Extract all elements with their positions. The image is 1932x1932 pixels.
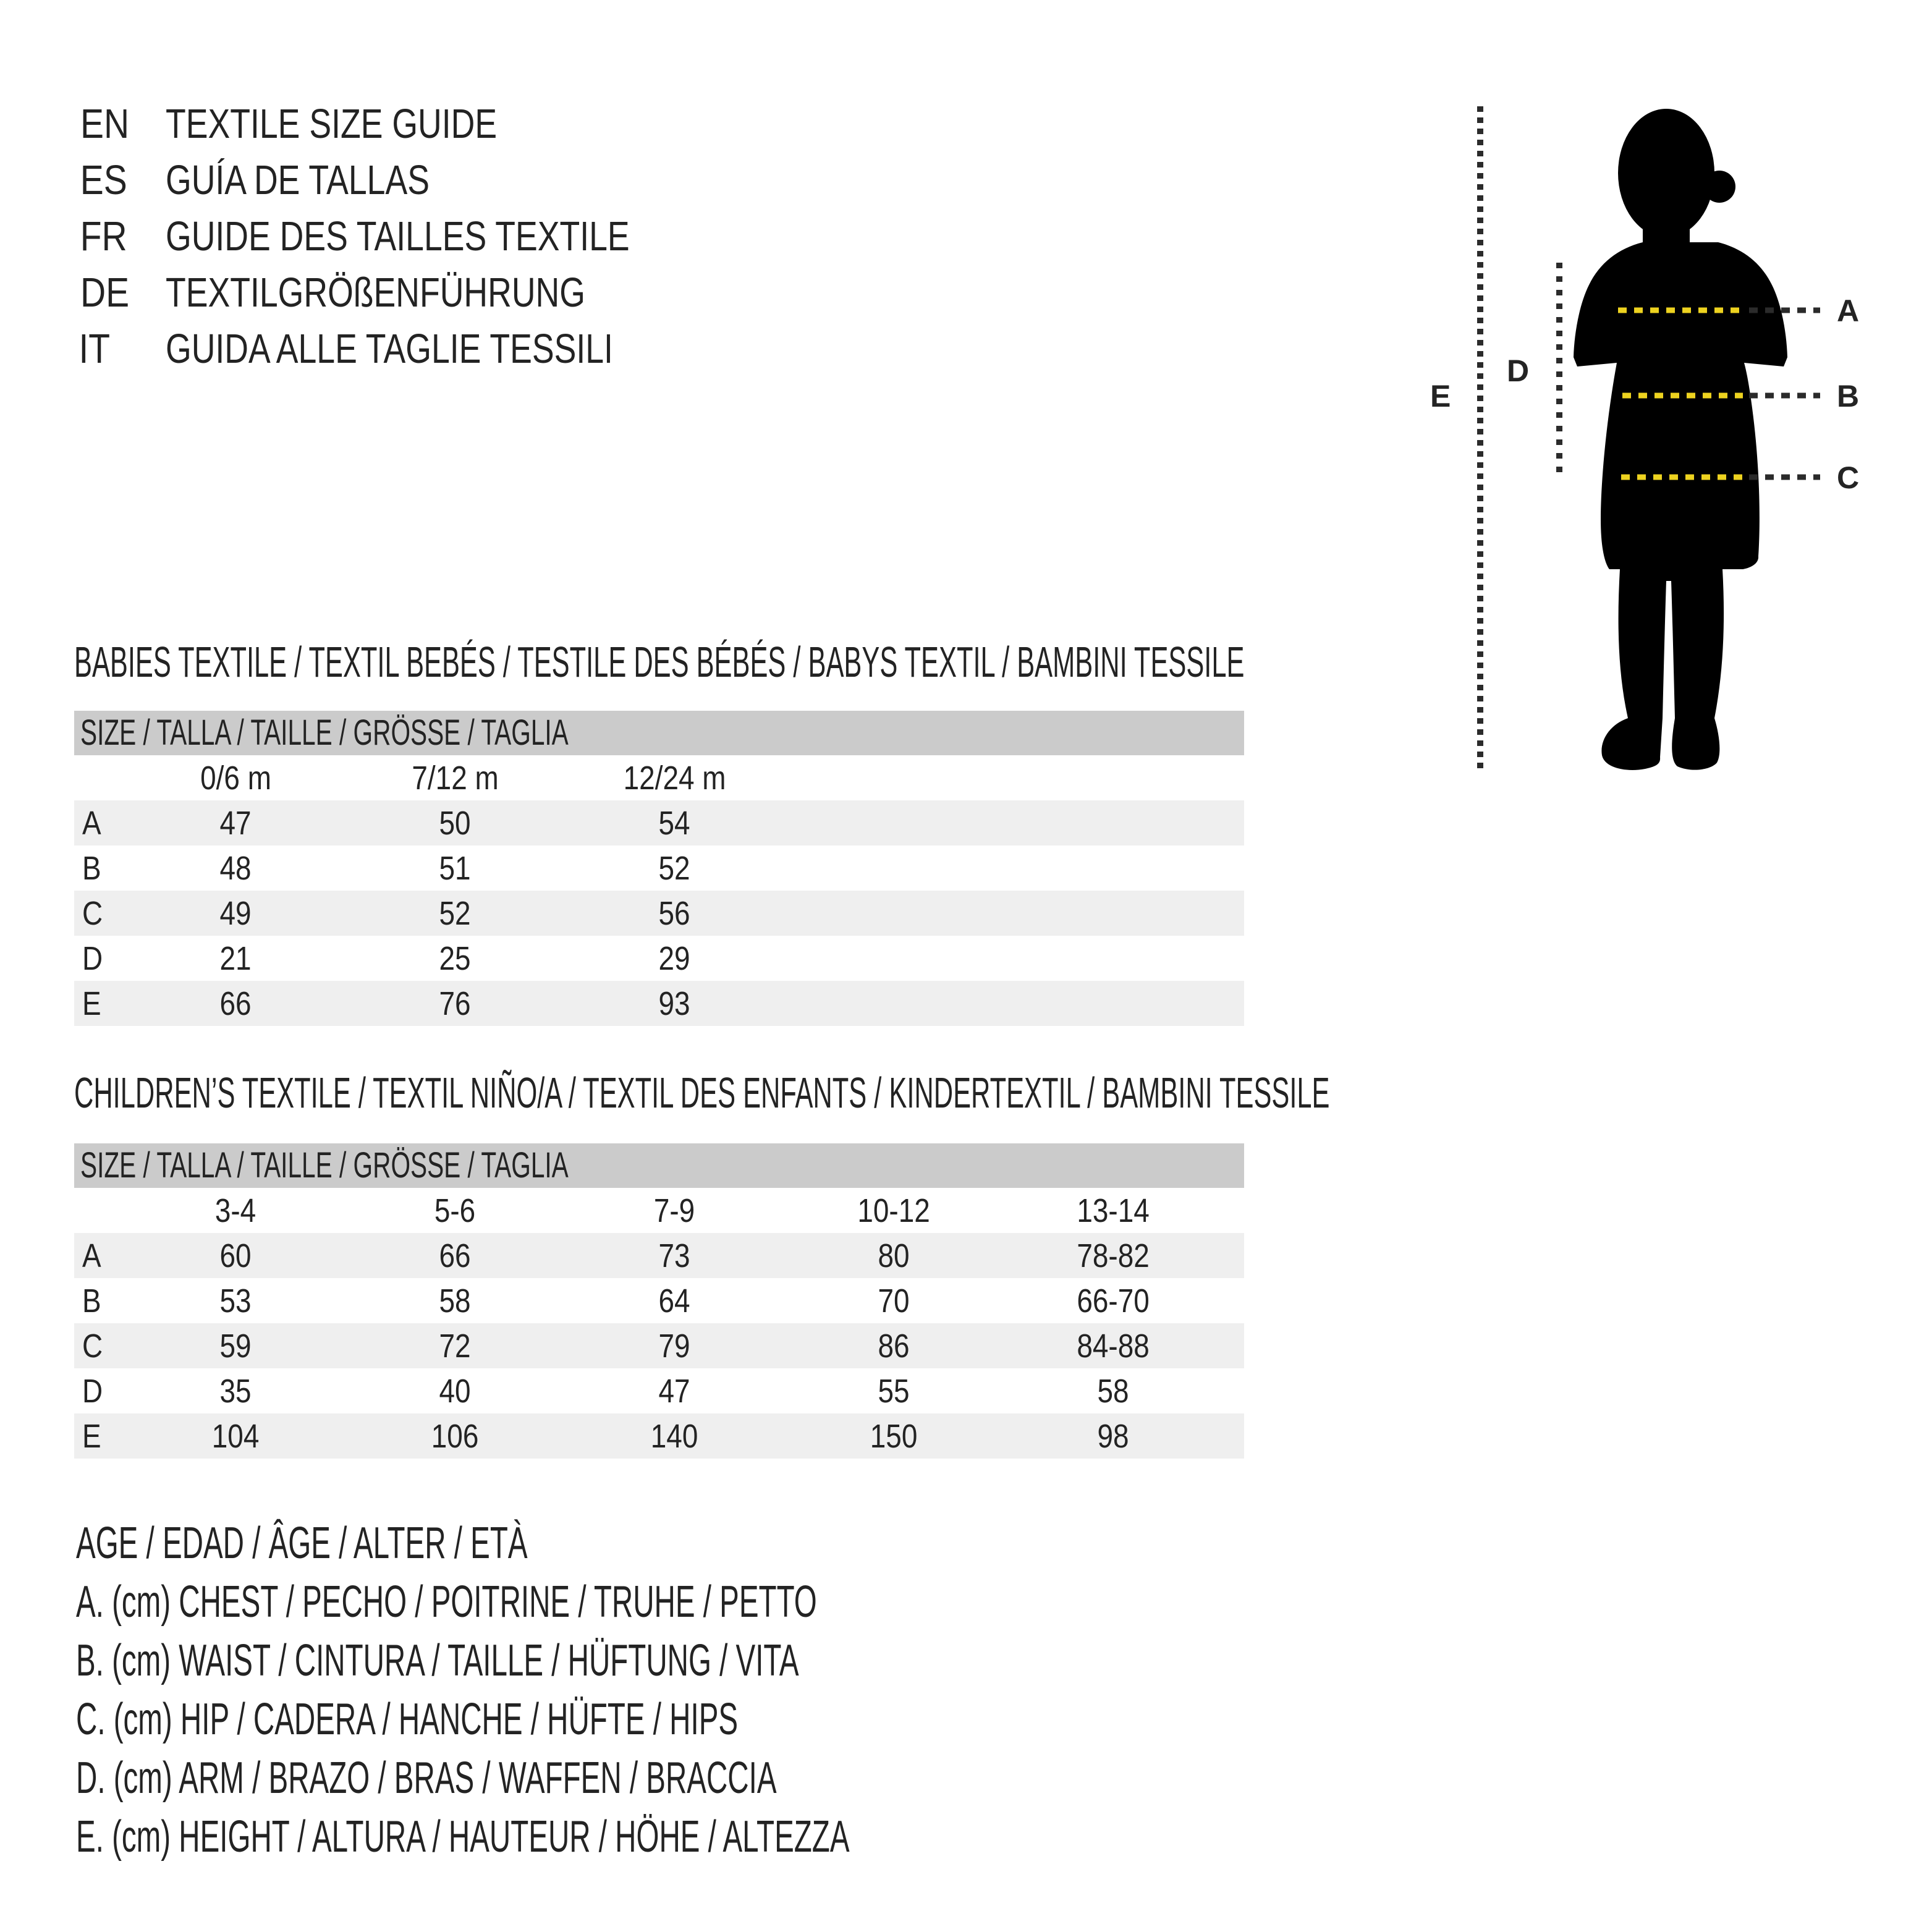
table-cell: 64	[658, 1282, 691, 1320]
language-title: GUÍA DE TALLAS	[166, 157, 430, 203]
table-cell: 104	[212, 1417, 260, 1455]
legend-arm-line: D. (cm) ARM / BRAZO / BRAS / WAFFEN / BRACCIA	[76, 1753, 777, 1803]
legend-waist-line: B. (cm) WAIST / CINTURA / TAILLE / HÜFTUNG / VITA	[76, 1636, 799, 1685]
table-cell: 53	[219, 1282, 252, 1320]
row-label: D	[82, 939, 103, 977]
language-code: DE	[80, 269, 130, 316]
table-cell: 35	[219, 1372, 252, 1410]
table-cell: 70	[878, 1282, 910, 1320]
children-size-header-bar	[74, 1143, 1244, 1188]
table-cell: 150	[870, 1417, 918, 1455]
table-cell: 54	[658, 804, 691, 842]
column-header: 3-4	[215, 1192, 256, 1229]
legend-age-line: AGE / EDAD / ÂGE / ALTER / ETÀ	[76, 1519, 528, 1568]
measure-label-a: A	[1837, 294, 1860, 328]
table-row	[74, 1233, 1244, 1278]
language-code: IT	[78, 326, 111, 372]
table-cell: 49	[219, 894, 252, 932]
table-cell: 59	[219, 1327, 252, 1365]
measure-label-b: B	[1837, 379, 1860, 413]
language-row-en	[76, 96, 745, 152]
table-cell: 29	[658, 939, 691, 977]
legend-chest-line: A. (cm) CHEST / PECHO / POITRINE / TRUHE / PETTO	[76, 1577, 817, 1627]
row-label: A	[82, 1237, 101, 1274]
table-cell: 51	[439, 849, 472, 887]
table-row	[74, 891, 1244, 936]
row-label: B	[82, 849, 101, 887]
column-header: 7/12 m	[412, 759, 499, 797]
table-cell: 76	[439, 985, 472, 1022]
column-header: 10-12	[857, 1192, 931, 1229]
table-cell: 21	[219, 939, 252, 977]
table-cell: 98	[1097, 1417, 1130, 1455]
measure-label-d: D	[1507, 354, 1530, 388]
table-cell: 66	[219, 985, 252, 1022]
table-cell: 78-82	[1077, 1237, 1150, 1274]
legend-height-line: E. (cm) HEIGHT / ALTURA / HAUTEUR / HÖHE / ALTEZZA	[76, 1812, 850, 1862]
row-label: E	[82, 985, 101, 1022]
column-header: 0/6 m	[200, 759, 271, 797]
language-code: EN	[80, 101, 130, 147]
row-label: E	[82, 1417, 101, 1455]
language-row-fr	[76, 208, 745, 265]
children-size-table	[74, 1143, 1244, 1459]
child-measurement-diagram	[1421, 87, 1932, 803]
column-header: 5-6	[434, 1192, 476, 1229]
table-row	[74, 845, 1244, 891]
babies-size-header-bar	[74, 711, 1244, 755]
row-label: D	[82, 1372, 103, 1410]
table-row	[74, 936, 1244, 981]
table-cell: 73	[658, 1237, 691, 1274]
table-cell: 50	[439, 804, 472, 842]
babies-section-heading	[74, 640, 1932, 685]
table-cell: 72	[439, 1327, 472, 1365]
table-cell: 55	[878, 1372, 910, 1410]
children-column-header-row	[74, 1188, 1244, 1233]
language-title: GUIDA ALLE TAGLIE TESSILI	[166, 326, 613, 372]
table-row	[74, 1413, 1244, 1459]
babies-column-header-row	[74, 755, 1244, 800]
table-cell: 60	[219, 1237, 252, 1274]
table-cell: 140	[651, 1417, 698, 1455]
language-title: TEXTILGRÖßENFÜHRUNG	[166, 269, 585, 316]
language-title: GUIDE DES TAILLES TEXTILE	[166, 213, 630, 260]
table-cell: 86	[878, 1327, 910, 1365]
language-title: TEXTILE SIZE GUIDE	[166, 101, 498, 147]
table-cell: 58	[439, 1282, 472, 1320]
column-header: 13-14	[1077, 1192, 1150, 1229]
size-header-text: SIZE / TALLA / TAILLE / GRÖSSE / TAGLIA	[80, 1145, 569, 1185]
table-row	[74, 1278, 1244, 1323]
table-cell: 79	[658, 1327, 691, 1365]
table-cell: 40	[439, 1372, 472, 1410]
table-cell: 56	[658, 894, 691, 932]
table-cell: 66-70	[1077, 1282, 1150, 1320]
language-row-de	[76, 265, 745, 321]
table-cell: 47	[219, 804, 252, 842]
language-code: FR	[80, 213, 127, 260]
language-row-es	[76, 152, 745, 208]
measure-label-e: E	[1430, 379, 1451, 413]
column-header: 12/24 m	[623, 759, 726, 797]
table-cell: 25	[439, 939, 472, 977]
table-cell: 48	[219, 849, 252, 887]
language-code: ES	[80, 157, 127, 203]
row-label: C	[82, 894, 103, 932]
babies-size-table	[74, 711, 1244, 1026]
babies-heading-text: BABIES TEXTILE / TEXTIL BEBÉS / TESTILE DES BÉBÉS / BABYS TEXTIL / BAMBINI TESSILE	[74, 638, 1245, 686]
table-cell: 84-88	[1077, 1327, 1150, 1365]
table-cell: 106	[431, 1417, 479, 1455]
table-cell: 66	[439, 1237, 472, 1274]
table-cell: 52	[658, 849, 691, 887]
row-label: B	[82, 1282, 101, 1320]
row-label: A	[82, 804, 101, 842]
table-cell: 58	[1097, 1372, 1130, 1410]
column-header: 7-9	[654, 1192, 695, 1229]
table-row	[74, 800, 1244, 845]
table-row	[74, 1368, 1244, 1413]
row-label: C	[82, 1327, 103, 1365]
children-section-heading	[74, 1070, 1932, 1116]
language-row-it	[76, 321, 745, 377]
measurement-legend	[76, 1514, 1248, 1866]
table-row	[74, 1323, 1244, 1368]
legend-hip-line: C. (cm) HIP / CADERA / HANCHE / HÜFTE / HIPS	[76, 1695, 739, 1744]
table-cell: 52	[439, 894, 472, 932]
language-title-list	[76, 96, 745, 377]
table-cell: 47	[658, 1372, 691, 1410]
children-heading-text: CHILDREN’S TEXTILE / TEXTIL NIÑO/A / TEXTIL DES ENFANTS / KINDERTEXTIL / BAMBINI TESSILE	[74, 1069, 1330, 1117]
table-cell: 93	[658, 985, 691, 1022]
table-cell: 80	[878, 1237, 910, 1274]
table-row	[74, 981, 1244, 1026]
measure-label-c: C	[1837, 460, 1860, 495]
size-header-text: SIZE / TALLA / TAILLE / GRÖSSE / TAGLIA	[80, 713, 569, 753]
